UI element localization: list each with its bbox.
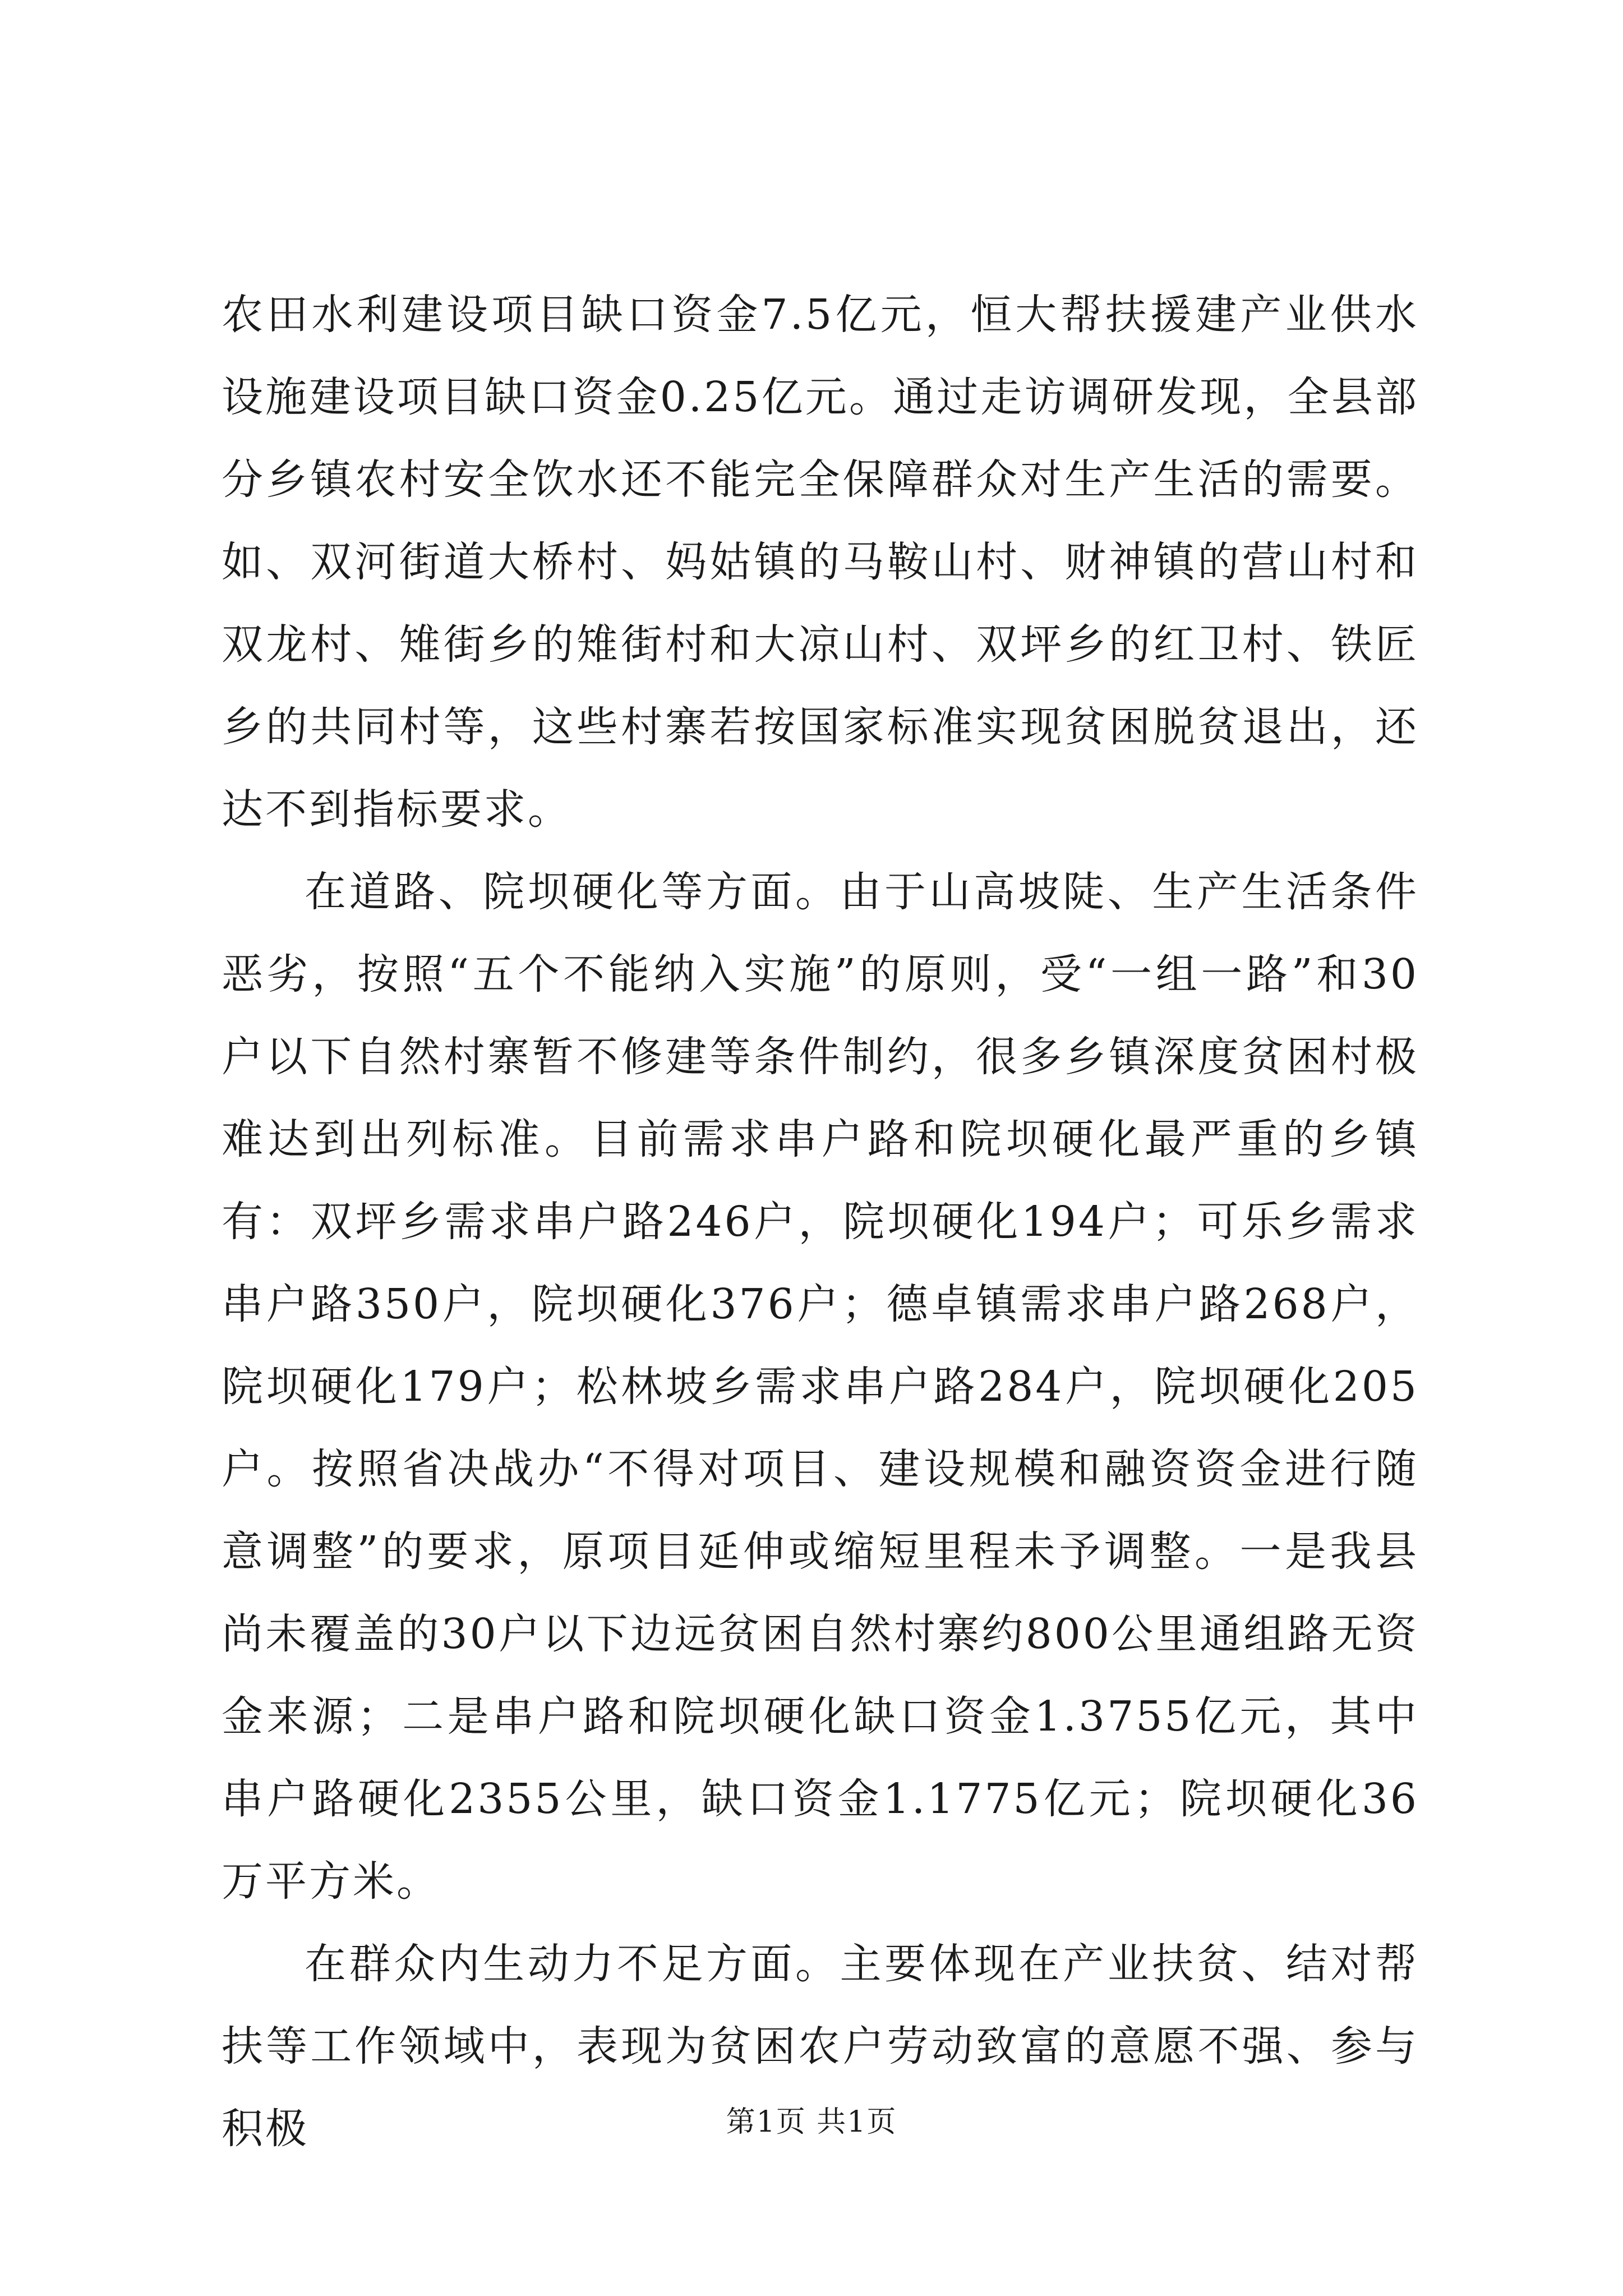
paragraph-roads-courtyards: 在道路、院坝硬化等方面。由于山高坡陡、生产生活条件恶劣，按照“五个不能纳入实施”的原则，受“一组一路”和30户以下自然村寨暂不修建等条件制约，很多乡镇深度贫困村极难达到出列标准。目前需求串户路和院坝硬化最严重的乡镇有：双坪乡需求串户路246户，院坝硬化194户；可乐乡需求串户路350户，院坝硬化376户；德卓镇需求串户路268户，院坝硬化179户；松林坡乡需求串户路284户，院坝硬化205户。按照省决战办“不得对项目、建设规模和融资资金进行随意调整”的要求，原项目延伸或缩短里程未予调整。一是我县尚未覆盖的30户以下边远贫困自然村寨约800公里通组路无资金来源；二是串户路和院坝硬化缺口资金1.3755亿元，其中串户路硬化2355公里，缺口资金1.1775亿元；院坝硬化36万平方米。 bbox=[222, 868, 1419, 1906]
paragraph-internal-motivation: 在群众内生动力不足方面。主要体现在产业扶贫、结对帮扶等工作领域中，表现为贫困农户劳动致富的意愿不强、参与积极 bbox=[222, 1940, 1419, 2153]
paragraph-water-projects: 农田水利建设项目缺口资金7.5亿元，恒大帮扶援建产业供水设施建设项目缺口资金0.25亿元。通过走访调研发现，全县部分乡镇农村安全饮水还不能完全保障群众对生产生活的需要。如、双河街道大桥村、妈姑镇的马鞍山村、财神镇的营山村和双龙村、雉街乡的雉街村和大凉山村、双坪乡的红卫村、铁匠乡的共同村等，这些村寨若按国家标准实现贫困脱贫退出，还达不到指标要求。 bbox=[222, 291, 1419, 834]
page-footer: 第1页 共1页 bbox=[726, 2105, 897, 2139]
document-body bbox=[222, 274, 1419, 2170]
